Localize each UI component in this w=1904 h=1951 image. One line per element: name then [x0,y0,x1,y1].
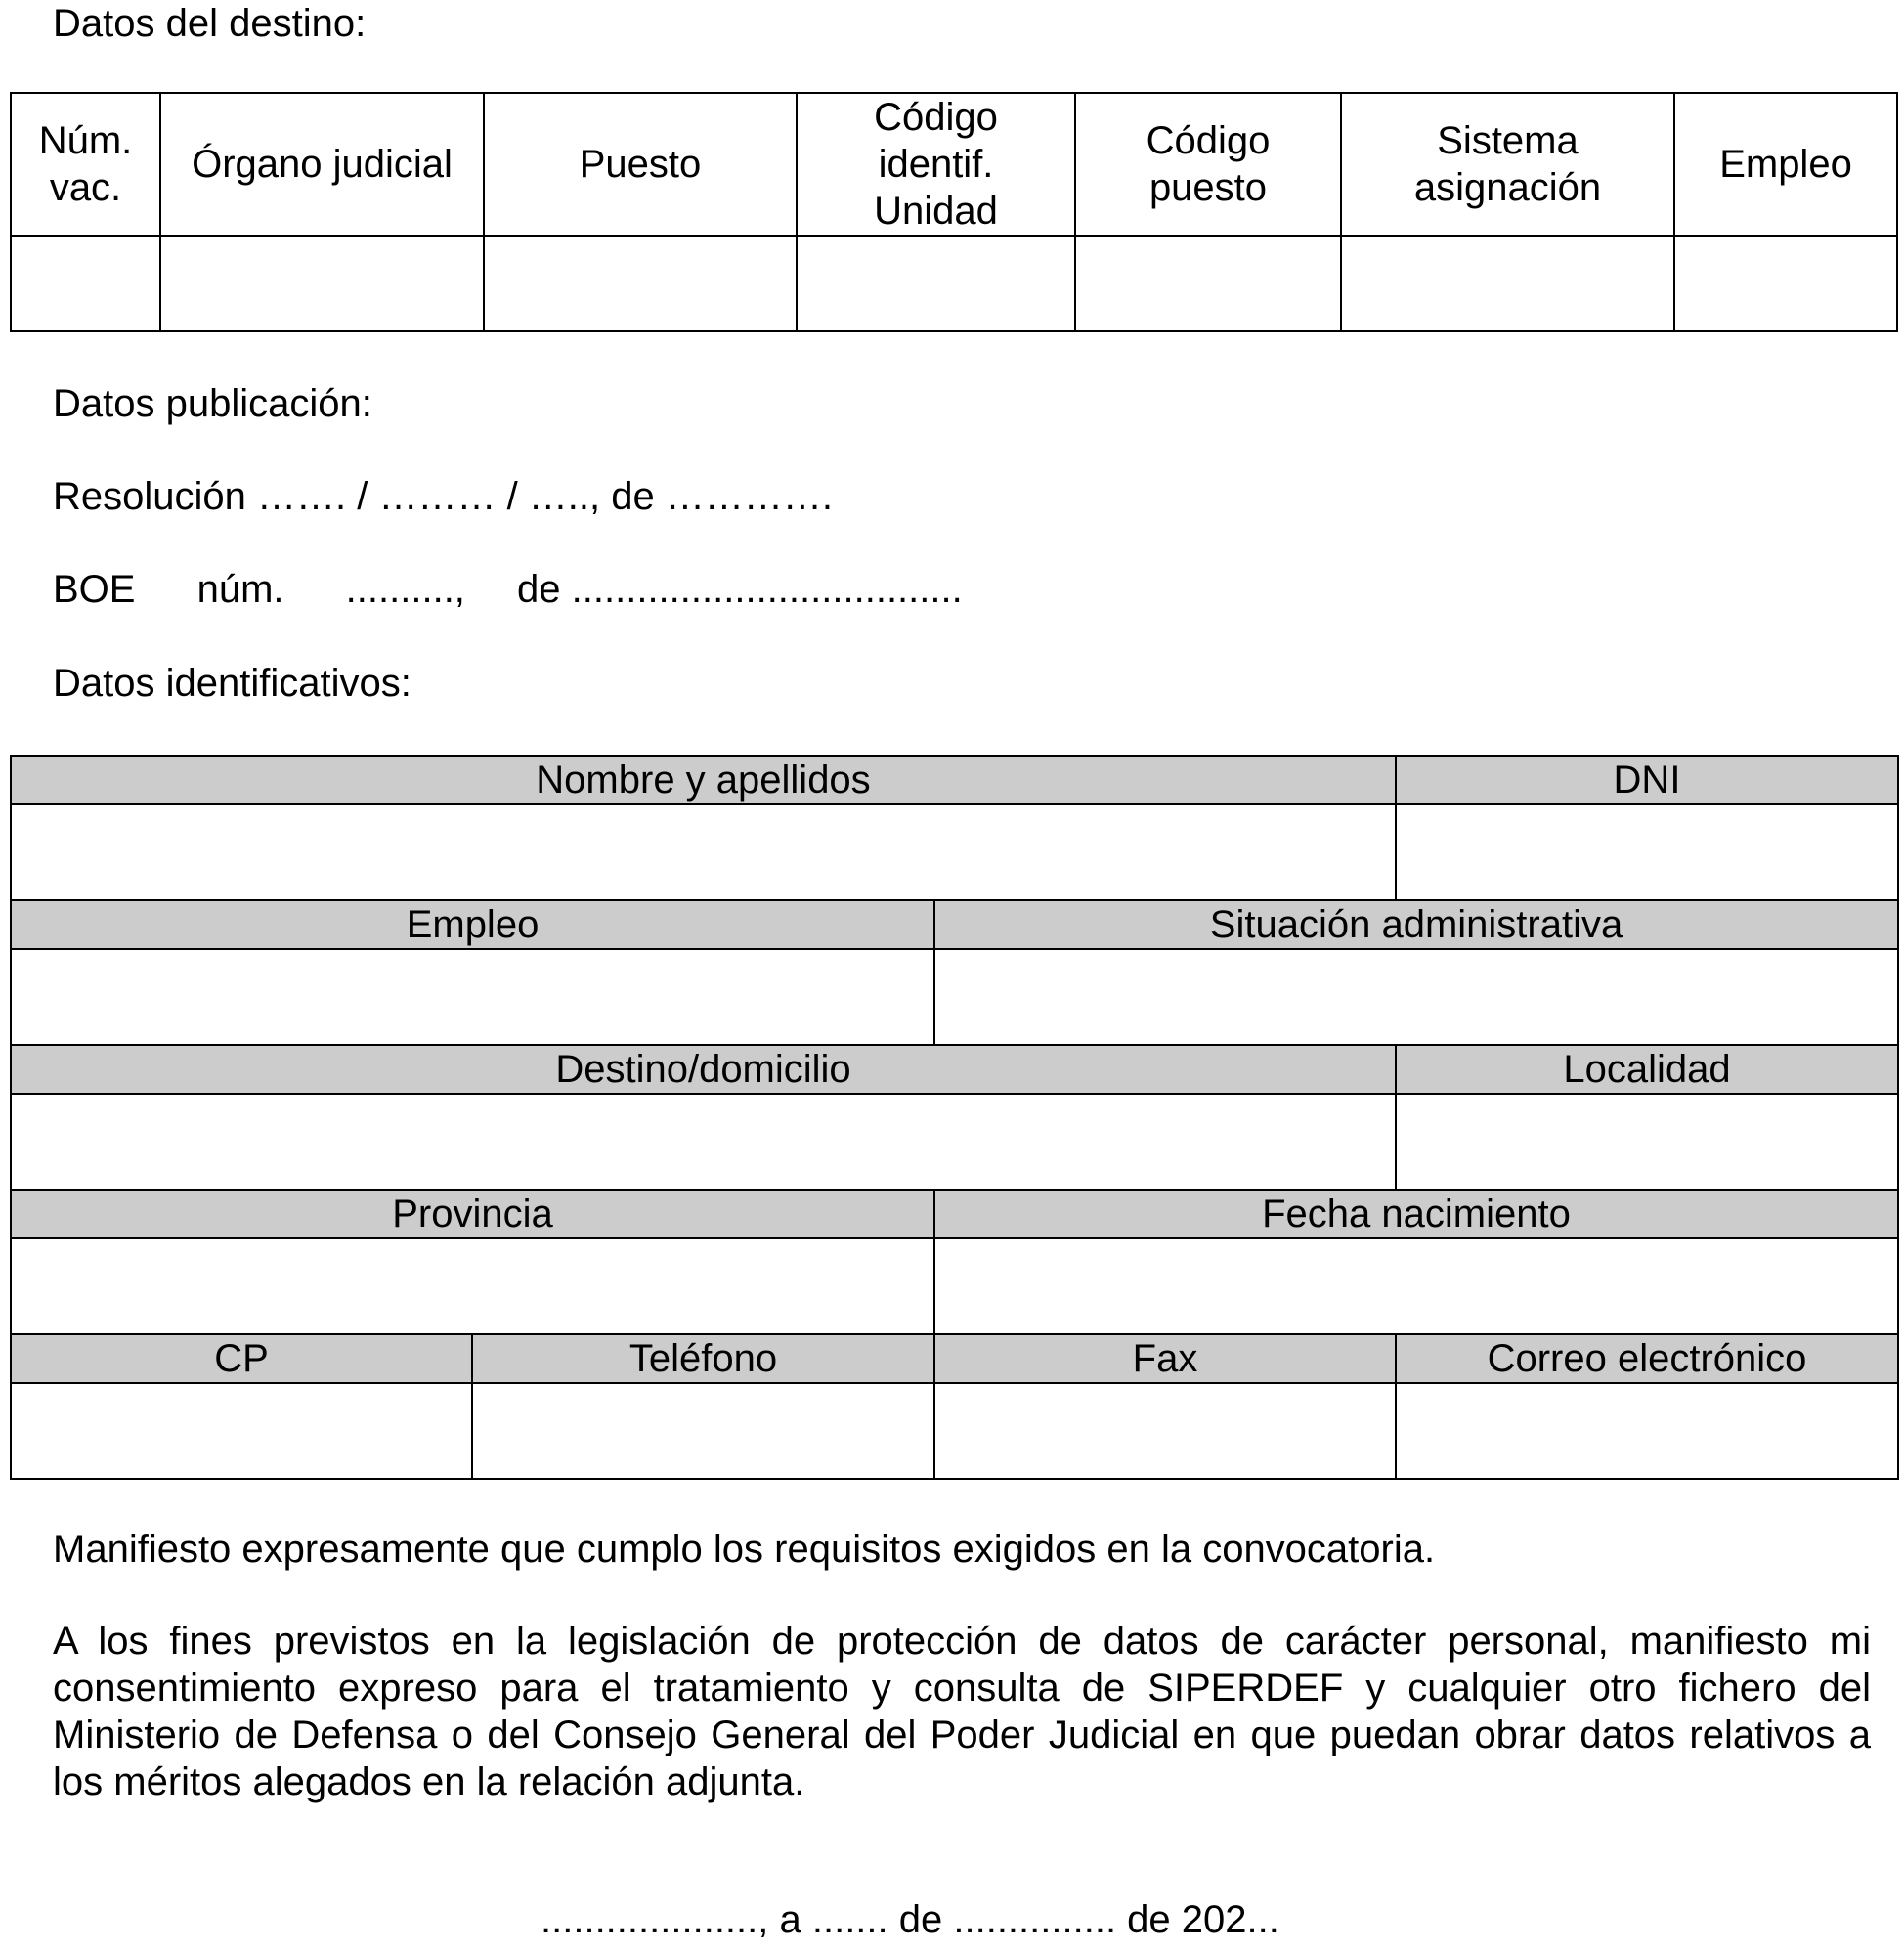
empleo-label: Empleo [11,900,934,949]
dni-field[interactable] [1396,804,1898,900]
destino-section-title: Datos del destino: [53,2,367,45]
header-sistema-asignacion: Sistema asignación [1341,93,1674,236]
nombre-apellidos-label: Nombre y apellidos [11,756,1396,804]
header-codigo-puesto: Código puesto [1075,93,1341,236]
telefono-field[interactable] [472,1383,934,1479]
telefono-label: Teléfono [472,1334,934,1383]
organo-judicial-field[interactable] [160,236,484,331]
boe-line [53,566,963,613]
header-organo-judicial: Órgano judicial [160,93,484,236]
fax-field[interactable] [934,1383,1396,1479]
provincia-field[interactable] [11,1238,934,1334]
fecha-nacimiento-field[interactable] [934,1238,1898,1334]
situacion-administrativa-field[interactable] [934,949,1898,1045]
provincia-label: Provincia [11,1190,934,1238]
declaracion-text: Manifiesto expresamente que cumplo los requisitos exigidos en la convocatoria. [53,1528,1436,1571]
codigo-puesto-field[interactable] [1075,236,1341,331]
boe-num-label: núm. [196,568,284,611]
boe-label: BOE [53,568,136,611]
sistema-asignacion-field[interactable] [1341,236,1674,331]
num-vac-field[interactable] [11,236,160,331]
fecha-firma-line: ...................., a ....... de ............... de 202... [541,1898,1279,1941]
dni-label: DNI [1396,756,1898,804]
destino-table [10,92,1898,332]
header-empleo: Empleo [1674,93,1897,236]
localidad-label: Localidad [1396,1045,1898,1094]
empleo-destino-field[interactable] [1674,236,1897,331]
destino-domicilio-field[interactable] [11,1094,1396,1190]
destino-domicilio-label: Destino/domicilio [11,1045,1396,1094]
localidad-field[interactable] [1396,1094,1898,1190]
puesto-field[interactable] [484,236,797,331]
situacion-administrativa-label: Situación administrativa [934,900,1898,949]
identificativos-table [10,755,1899,1480]
resolucion-line: Resolución ……. / ……… / ….., de …………. [53,475,833,518]
identificativos-section-title: Datos identificativos: [53,662,411,705]
consentimiento-paragraph: A los fines previstos en la legislación de protección de datos de carácter personal, manifiesto mi consentimiento expreso para el tratamiento y consulta de SIPERDEF y cualquier otro fichero del Ministerio de Defensa o del Consejo General del Poder Judicial en que puedan obrar datos relativos a los méritos alegados en la relación adjunta. [53,1620,1871,1803]
publicacion-section-title: Datos publicación: [53,382,372,425]
cp-field[interactable] [11,1383,472,1479]
codigo-identif-unidad-field[interactable] [797,236,1075,331]
fecha-nacimiento-label: Fecha nacimiento [934,1190,1898,1238]
nombre-apellidos-field[interactable] [11,804,1396,900]
empleo-field[interactable] [11,949,934,1045]
correo-electronico-field[interactable] [1396,1383,1898,1479]
boe-date: de .................................... [517,568,963,611]
header-codigo-identif-unidad: Código identif. Unidad [797,93,1075,236]
header-num-vac: Núm. vac. [11,93,160,236]
header-puesto: Puesto [484,93,797,236]
fax-label: Fax [934,1334,1396,1383]
boe-num-dots: .........., [345,568,465,611]
cp-label: CP [11,1334,472,1383]
correo-electronico-label: Correo electrónico [1396,1334,1898,1383]
